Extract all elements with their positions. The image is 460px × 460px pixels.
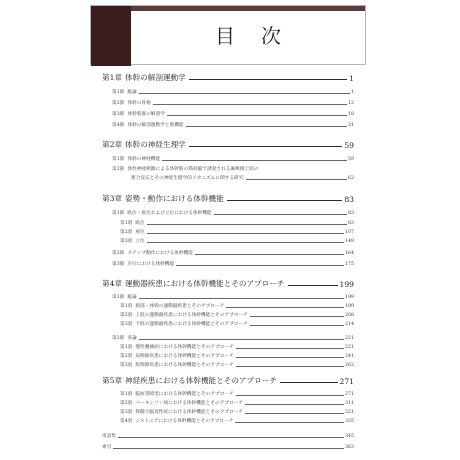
subsection-title: 立位 bbox=[135, 239, 145, 244]
leader-line bbox=[280, 382, 338, 383]
toc-glossary[interactable] bbox=[102, 433, 354, 439]
page-number: 271 bbox=[339, 377, 354, 386]
page-number: 199 bbox=[345, 304, 354, 309]
leader-line bbox=[245, 404, 344, 405]
section-title: 体幹の骨格 bbox=[127, 101, 151, 106]
page-number: 12 bbox=[348, 101, 354, 106]
header-accent-block bbox=[91, 6, 131, 66]
chapter-number: 第3章 bbox=[102, 194, 123, 203]
section-number: 第1節 bbox=[112, 90, 125, 95]
subsection-title: 肩関節疾患における体幹機能とそのアプローチ bbox=[135, 354, 234, 359]
section-number: 第3節 bbox=[112, 262, 125, 267]
subsection-title: 股関節疾患における体幹機能とそのアプローチ bbox=[135, 363, 234, 368]
subsection-title: 脳血管障害における体幹機能とそのアプローチ bbox=[135, 392, 234, 397]
section-title: 体性神経刺激による体幹筋の筋収縮で誘発される麻痺側上肢の bbox=[127, 167, 259, 172]
toc-chapter-2[interactable] bbox=[102, 139, 354, 150]
glossary-title: 用語集 bbox=[102, 434, 117, 439]
section-number: 第2節 bbox=[112, 167, 125, 172]
page-number: 221 bbox=[345, 345, 354, 350]
leader-line bbox=[176, 265, 344, 266]
leader-line bbox=[288, 285, 338, 286]
subsection-number: 第3項 bbox=[120, 363, 133, 368]
subsection-number: 第2項 bbox=[120, 313, 133, 318]
subsection-number: 第1項 bbox=[120, 304, 133, 309]
page-number: 321 bbox=[345, 410, 354, 415]
section-number: 第2節 bbox=[112, 101, 125, 106]
leader-line bbox=[113, 448, 344, 449]
leader-line bbox=[250, 316, 344, 317]
leader-line bbox=[236, 348, 344, 349]
subsection-number: 第2項 bbox=[120, 354, 133, 359]
section-title: 体幹の神経機能 bbox=[127, 157, 161, 162]
section-title: 体幹筋群の解剖学 bbox=[127, 112, 165, 117]
toc-subsection[interactable] bbox=[102, 400, 354, 406]
section-title: 各論 bbox=[127, 336, 137, 341]
page-title: 目次 bbox=[215, 24, 307, 48]
leader-line bbox=[236, 366, 344, 367]
page-number: 31 bbox=[348, 123, 354, 128]
subsection-title: パーキンソン病における体幹機能とそのアプローチ bbox=[135, 401, 244, 406]
subsection-title: 下肢の運動器疾患における体幹機能とそのアプローチ bbox=[135, 322, 248, 327]
section-title-line-2: 連合反応とその神経生理学的メカニズムに関する研究 bbox=[131, 176, 244, 181]
section-number: 第2節 bbox=[112, 251, 125, 256]
page-number: 83 bbox=[344, 195, 354, 204]
chapter-number: 第2章 bbox=[102, 140, 123, 149]
page-number: 107 bbox=[345, 230, 354, 235]
leader-line bbox=[214, 214, 347, 215]
subsection-number: 第1項 bbox=[120, 221, 133, 226]
chapter-title: 神経疾患における体幹機能とそのアプローチ bbox=[125, 376, 277, 385]
chapter-title: 運動器疾患における体幹機能とそのアプローチ bbox=[125, 279, 285, 288]
subsection-number: 第3項 bbox=[120, 322, 133, 327]
section-title: ステップ動作における体幹機能 bbox=[127, 251, 193, 256]
page-number: 262 bbox=[345, 363, 354, 368]
section-number: 第1節 bbox=[112, 295, 125, 300]
toc-subsection[interactable] bbox=[102, 220, 354, 226]
page-number: 164 bbox=[345, 251, 354, 256]
subsection-number: 第2項 bbox=[120, 401, 133, 406]
toc-subsection[interactable] bbox=[102, 409, 354, 415]
page-number: 199 bbox=[345, 295, 354, 300]
section-number: 第4節 bbox=[112, 123, 125, 128]
toc-subsection[interactable] bbox=[102, 238, 354, 244]
subsection-title: 上肢の運動器疾患における体幹機能とそのアプローチ bbox=[135, 313, 248, 318]
leader-line bbox=[189, 79, 347, 80]
subsection-title: 座位 bbox=[135, 230, 145, 235]
toc-section[interactable] bbox=[102, 111, 354, 117]
page-number: 59 bbox=[344, 141, 354, 150]
leader-line bbox=[227, 200, 343, 201]
page-number: 221 bbox=[345, 336, 354, 341]
toc-subsection[interactable] bbox=[102, 418, 354, 424]
toc-chapter-1[interactable] bbox=[102, 72, 354, 83]
toc-section[interactable] bbox=[102, 100, 354, 106]
page-number: 59 bbox=[348, 157, 354, 162]
toc-section-continuation[interactable] bbox=[102, 175, 354, 181]
page-number: 335 bbox=[345, 419, 354, 424]
leader-line bbox=[118, 437, 344, 438]
leader-line bbox=[139, 298, 344, 299]
chapter-number: 第5章 bbox=[102, 376, 123, 385]
subsection-title: 慢性腰痛症における体幹機能とそのアプローチ bbox=[135, 345, 234, 350]
page-number: 208 bbox=[345, 313, 354, 318]
section-number: 第1節 bbox=[112, 157, 125, 162]
leader-line bbox=[139, 93, 350, 94]
section-title: 総論 bbox=[127, 295, 137, 300]
subsection-number: 第3項 bbox=[120, 410, 133, 415]
chapter-title: 体幹の神経生理学 bbox=[125, 140, 186, 149]
toc-index[interactable] bbox=[102, 444, 354, 450]
page-number: 271 bbox=[345, 392, 354, 397]
section-title: 総論 bbox=[127, 90, 137, 95]
page-number: 214 bbox=[345, 322, 354, 327]
toc-subsection[interactable] bbox=[102, 229, 354, 235]
section-number: 第3節 bbox=[112, 112, 125, 117]
index-title: 索引 bbox=[102, 445, 112, 450]
subsection-title: 頚部・体幹の運動器疾患とそのアプローチ bbox=[135, 304, 225, 309]
leader-line bbox=[167, 115, 347, 116]
toc-section[interactable] bbox=[102, 250, 354, 256]
leader-line bbox=[189, 146, 343, 147]
section-title: 体幹の解剖運動学と筋機能 bbox=[127, 123, 184, 128]
page-number: 83 bbox=[348, 221, 354, 226]
leader-line bbox=[186, 126, 347, 127]
page-number: 199 bbox=[339, 280, 354, 289]
leader-line bbox=[236, 395, 344, 396]
subsection-number: 第4項 bbox=[120, 419, 133, 424]
subsection-title: 臥位 bbox=[135, 221, 145, 226]
page-number: 363 bbox=[345, 445, 354, 450]
leader-line bbox=[245, 413, 344, 414]
toc-section[interactable] bbox=[102, 335, 354, 341]
leader-line bbox=[153, 104, 347, 105]
toc-chapter-5[interactable] bbox=[102, 375, 354, 386]
toc-section[interactable] bbox=[102, 156, 354, 162]
leader-line bbox=[250, 325, 344, 326]
toc-subsection[interactable] bbox=[102, 303, 354, 309]
toc-section[interactable] bbox=[102, 294, 354, 300]
toc-section[interactable] bbox=[102, 261, 354, 267]
chapter-number: 第4章 bbox=[102, 279, 123, 288]
chapter-title: 姿勢・動作における体幹機能 bbox=[125, 194, 224, 203]
leader-line bbox=[139, 339, 344, 340]
leader-line bbox=[147, 242, 344, 243]
toc-section[interactable] bbox=[102, 122, 354, 128]
page-number: 83 bbox=[348, 211, 354, 216]
page-number: 1 bbox=[351, 90, 354, 95]
section-number: 第1節 bbox=[112, 211, 125, 216]
page-number: 149 bbox=[345, 239, 354, 244]
page-number: 62 bbox=[348, 176, 354, 181]
leader-line bbox=[246, 179, 348, 180]
section-number: 第2節 bbox=[112, 336, 125, 341]
chapter-title: 体幹の解剖運動学 bbox=[125, 73, 186, 82]
page-number: 311 bbox=[345, 401, 354, 406]
chapter-number: 第1章 bbox=[102, 73, 123, 82]
toc-chapter-4[interactable] bbox=[102, 278, 354, 289]
leader-line bbox=[147, 224, 347, 225]
toc-chapter-3[interactable] bbox=[102, 193, 354, 204]
subsection-number: 第1項 bbox=[120, 392, 133, 397]
toc-subsection[interactable] bbox=[102, 321, 354, 327]
leader-line bbox=[147, 233, 344, 234]
toc-subsection[interactable] bbox=[102, 391, 354, 397]
toc-section-multiline[interactable] bbox=[112, 166, 259, 172]
toc-section[interactable] bbox=[102, 89, 354, 95]
subsection-title: ジストニアにおける体幹機能とそのアプローチ bbox=[135, 419, 234, 424]
section-title: 臥位・座位および立位における体幹機能 bbox=[127, 211, 212, 216]
toc-header bbox=[90, 5, 366, 65]
leader-line bbox=[162, 160, 347, 161]
toc-subsection[interactable] bbox=[102, 312, 354, 318]
toc-section[interactable] bbox=[102, 210, 354, 216]
page-number: 241 bbox=[345, 354, 354, 359]
subsection-number: 第1項 bbox=[120, 345, 133, 350]
leader-line bbox=[195, 254, 344, 255]
section-title: 歩行における体幹機能 bbox=[127, 262, 175, 267]
subsection-number: 第3項 bbox=[120, 239, 133, 244]
subsection-number: 第2項 bbox=[120, 230, 133, 235]
toc-subsection[interactable] bbox=[102, 353, 354, 359]
leader-line bbox=[235, 422, 344, 423]
subsection-title: 脊髄小脳変性症における体幹機能とそのアプローチ bbox=[135, 410, 244, 415]
toc-subsection[interactable] bbox=[102, 344, 354, 350]
page-number: 1 bbox=[349, 74, 354, 83]
page-number: 345 bbox=[345, 434, 354, 439]
page-number: 175 bbox=[345, 262, 354, 267]
leader-line bbox=[236, 357, 344, 358]
toc-subsection[interactable] bbox=[102, 362, 354, 368]
header-accent-bar bbox=[131, 6, 365, 11]
leader-line bbox=[226, 307, 344, 308]
page-number: 18 bbox=[348, 112, 354, 117]
